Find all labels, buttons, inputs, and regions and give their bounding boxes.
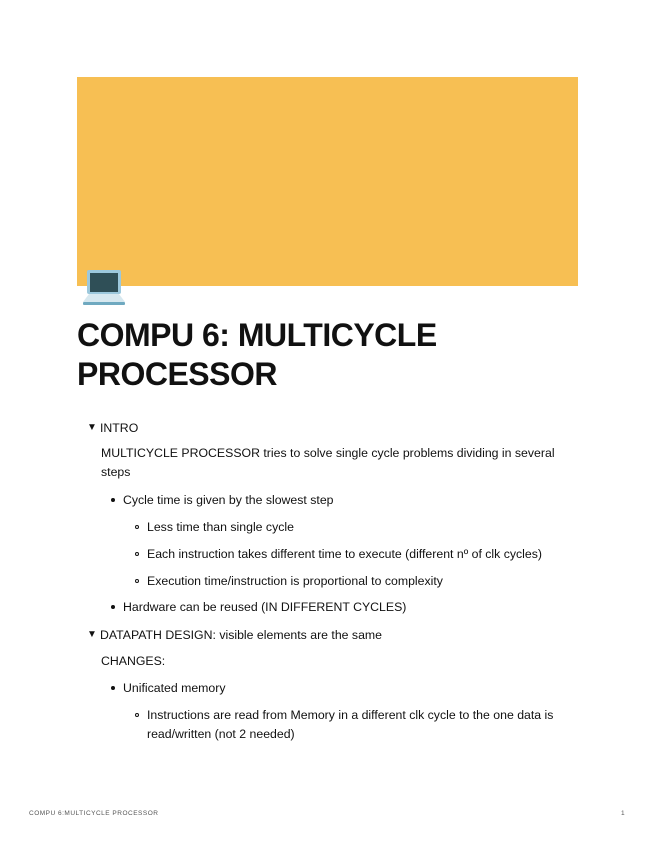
list-item: Each instruction takes different time to execute (different nº of clk cycles) bbox=[147, 547, 542, 561]
page-number: 1 bbox=[621, 810, 626, 817]
circle-bullet-icon bbox=[135, 579, 139, 583]
toggle-heading[interactable]: INTRO bbox=[100, 421, 139, 435]
cover-image bbox=[77, 77, 578, 286]
page-title: COMPU 6: MULTICYCLE PROCESSOR bbox=[77, 317, 437, 392]
circle-bullet-icon bbox=[135, 713, 139, 717]
list-item: Hardware can be reused (IN DIFFERENT CYCLES) bbox=[123, 600, 407, 614]
bullet-icon bbox=[111, 686, 115, 690]
circle-bullet-icon bbox=[135, 552, 139, 556]
paragraph: CHANGES: bbox=[101, 654, 166, 668]
toggle-heading[interactable]: DATAPATH DESIGN: visible elements are the same bbox=[100, 628, 383, 642]
toggle-triangle-icon[interactable]: ▼ bbox=[87, 629, 97, 640]
list-item: Less time than single cycle bbox=[147, 520, 294, 534]
bullet-icon bbox=[111, 498, 115, 502]
list-item: Unificated memory bbox=[123, 681, 226, 695]
circle-bullet-icon bbox=[135, 525, 139, 529]
list-item: Execution time/instruction is proportional to complexity bbox=[147, 574, 443, 588]
bullet-icon bbox=[111, 605, 115, 609]
list-item: Instructions are read from Memory in a different clk cycle to the one data is read/written (not 2 needed) bbox=[147, 708, 554, 741]
footer-title: COMPU 6:MULTICYCLE PROCESSOR bbox=[29, 810, 159, 817]
toggle-triangle-icon[interactable]: ▼ bbox=[87, 422, 97, 433]
list-item: Cycle time is given by the slowest step bbox=[123, 493, 334, 507]
paragraph: MULTICYCLE PROCESSOR tries to solve single cycle problems dividing in several steps bbox=[101, 446, 555, 479]
laptop-icon bbox=[80, 266, 128, 310]
